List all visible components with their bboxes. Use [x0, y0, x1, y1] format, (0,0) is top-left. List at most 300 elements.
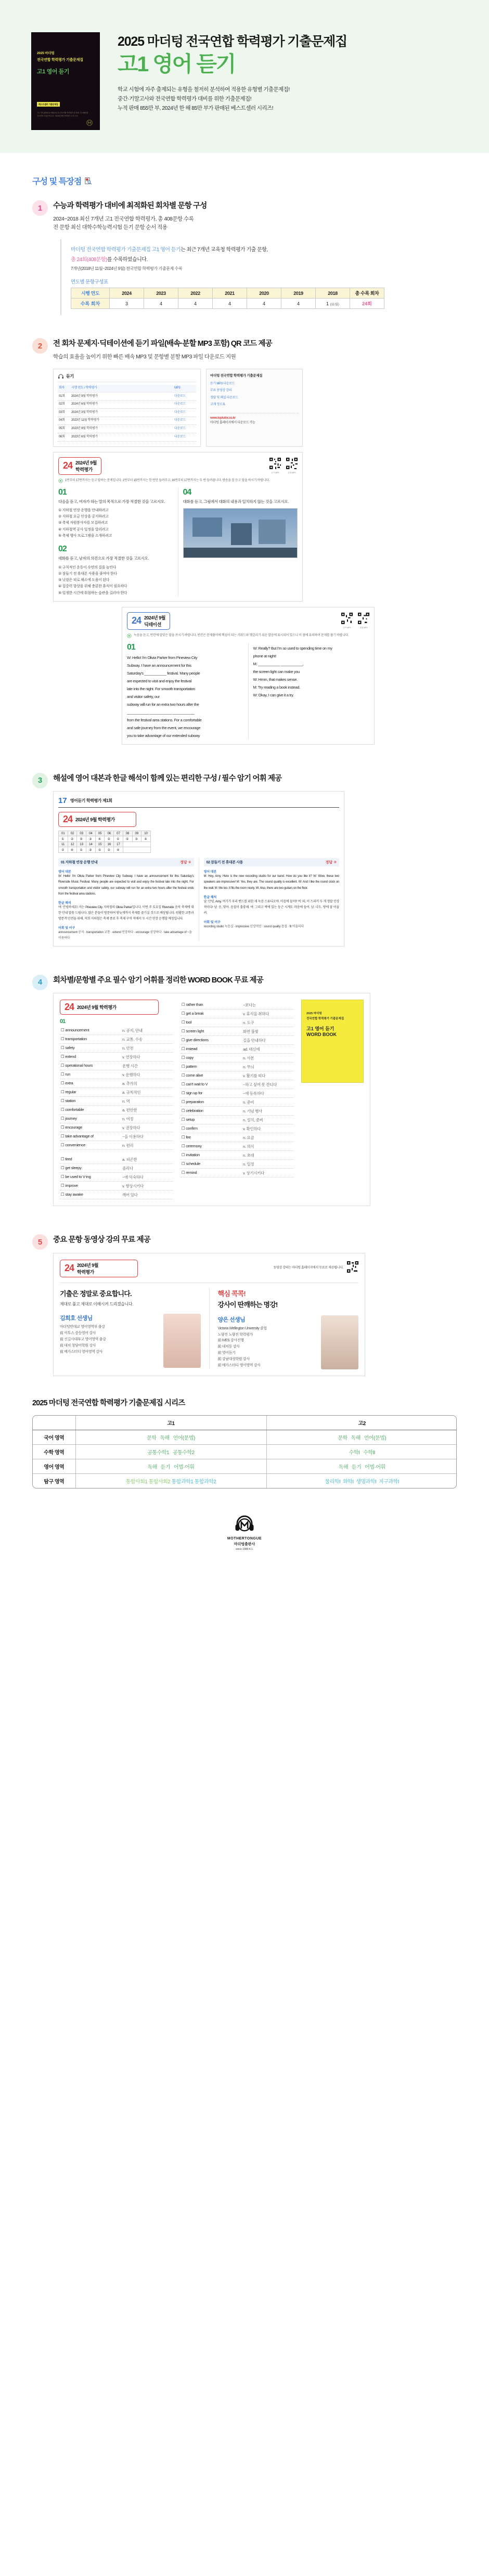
cover-badge: 베스트셀러 기출문제집 [37, 102, 60, 107]
count-cell: 4 [281, 299, 316, 309]
question-text: 대화를 듣고, 그림에서 대화의 내용과 일치하지 않는 것을 고르시오. [183, 499, 289, 504]
info-line-2 [71, 255, 457, 265]
year-cell: 2024 [110, 288, 144, 299]
composition-section-title: 구성 및 특장점 [32, 177, 82, 186]
year-cell: 2023 [144, 288, 178, 299]
answer-value: ② [68, 836, 77, 842]
video-right-title-red: 핵심 콕콕! [217, 1289, 246, 1298]
answer-value: ② [59, 847, 68, 853]
answer-no: 13 [77, 842, 86, 847]
instructor-1-photo [163, 1314, 201, 1368]
series-row-label: 탐구 영역 [33, 1473, 75, 1488]
hero-description [118, 85, 347, 113]
bio-line: 前 강남대성학원 강사 [217, 1357, 250, 1362]
video-note: 동영상 강의는 마더텅 홈페이지에서 무료로 제공됩니다. [273, 1266, 343, 1270]
answer-no: 05 [95, 831, 105, 836]
answer-no: 03 [77, 831, 86, 836]
question-option[interactable]: ② 잠들기 전 휴대폰 사용을 줄여야 한다 [58, 572, 117, 576]
question-option[interactable]: ⑤ 일정한 시간에 취침하는 습관을 길러야 한다 [58, 591, 127, 595]
video-left-title: 기출은 정말로 중요합니다. [60, 1289, 132, 1298]
feature-title-5: 중요 문항 동영상 강의 무료 제공 [53, 1236, 150, 1245]
wb-tag-number: 24 [65, 1002, 74, 1013]
exam-instruction: 1번부터 17번까지는 듣고 답하는 문제입니다. 1번부터 15번까지는 한 번만 들려주고, 16번부터 17번까지는 두 번 들려줍니다. 방송을 잘 듣고 답을 하시기 바랍니다. [65, 478, 269, 482]
feature-number-5: 5 [32, 1234, 48, 1250]
logo-since: since 1999.4.1. [236, 1547, 253, 1551]
wordbook-entry: ☐ tired a. 피곤한 [60, 1155, 173, 1164]
wordbook-entry: ☐ schedule n. 일정 [181, 1160, 294, 1169]
korean-section-title: 한글 해석 [58, 901, 71, 905]
bio-line: 前 IVES 강사진행 [217, 1339, 244, 1343]
wordbook-entry: ☐ convenience n. 편리 [60, 1141, 173, 1150]
script-line: you to take advantage of our extended subway [127, 733, 200, 738]
feature-block-3 [32, 774, 457, 947]
mp3-list-item[interactable]: 02회 2024년 6월 학력평가 다운로드 [58, 401, 196, 409]
headphone-icon [58, 373, 64, 380]
script-line: W: Hmm, that makes sense. [253, 677, 298, 682]
script-line: M: Try reading a book instead. [253, 684, 300, 690]
series-cell: 독해 듣기 어법·어휘 [75, 1459, 266, 1473]
hero-banner [0, 0, 489, 153]
video-round-tag [60, 1260, 138, 1277]
bio-line: 前 메가스터디 영어영역 강사 [217, 1364, 261, 1368]
explanation-korean: 여: 안녕하세요! 저는 Pineview City 지하철의 Olivia Parker입니다. 이번 주 토요일 Riverside 음악 축제에 대한 안내 말씀 드립니다. 많은 분들이 방문하여 밤늦게까지 축제를 즐기실 것으로 예상됩니다. 원활한 교통과 방문객 안전을 위해, 저희 지하철은 축제 종료 후 축제 구역 역에서 두 시간 연장 운행할 예정입니다. [58, 905, 194, 921]
wb-tag-label: 2024년 9월 학력평가 [77, 1005, 117, 1011]
wordbook-entry: ☐ announcement n. 공지, 안내 [60, 1026, 173, 1035]
wordbook-entry: ☐ take advantage of ~을 이용하다 [60, 1132, 173, 1141]
wordbook-cover-image [301, 1000, 364, 1083]
exam-round-tag [58, 457, 101, 475]
wb-cover-line: 고1 영어 듣기 [306, 1026, 334, 1031]
explanation-answer: 정답 ② [325, 861, 337, 865]
table-row [59, 836, 151, 842]
bio-line: 마더텅민대교 영어영역부 출강 [60, 1325, 105, 1329]
qr-label: 듣기 MP3 [343, 626, 351, 629]
wordbook-entry: ☐ pattern n. 무늬 [181, 1063, 294, 1071]
script-line: late into the night. For smooth transportation [127, 686, 196, 691]
wordbook-entry: ☐ be used to V-ing ~에 익숙하다 [60, 1173, 173, 1182]
answer-no: 01 [59, 831, 68, 836]
year-cell: 2019 [281, 288, 316, 299]
wordbook-entry: ☐ stay awake 깨어 있다 [60, 1190, 173, 1199]
question-option[interactable]: ③ 낮잠은 피로 해소에 도움이 된다 [58, 578, 110, 582]
wordbook-entry: ☐ comfortable a. 편안한 [60, 1106, 173, 1115]
feature-block-2 [32, 339, 457, 745]
page-title: 2025 마더텅 전국연합 학력평가 기출문제집 [118, 34, 347, 49]
wordbook-entry: ☐ preparation n. 준비 [181, 1098, 294, 1107]
series-table-wrapper [32, 1415, 457, 1488]
total-value: 24회 [350, 299, 384, 309]
video-tag-number: 24 [65, 1263, 74, 1274]
question-number: 02 [58, 545, 67, 554]
wordbook-entry: ☐ instead ad. 대신에 [181, 1045, 294, 1054]
explanation-korean: 남: 안녕, Amy. 여기가 우리 밴드를 위한 새 녹음 스튜디오야. 마음에 들어? 여: 와, 이 스피커 두 개 정말 인상적이다! 남: 응, 맞아. 음질이 훌륭해. 여: 그리고 벽에 있는 둥근 시계도 마음에 들어. 남: 나도. 방에 잘 어울려. [203, 900, 339, 915]
info-line-1 [71, 245, 457, 255]
table-row [59, 847, 151, 853]
video-left-sub: 제대로 풀고 제대로 이해시켜 드리겠습니다. [60, 1301, 134, 1306]
table-row [59, 842, 151, 847]
table-row [33, 1430, 457, 1444]
question-option[interactable]: ① 규칙적인 운동이 수면의 질을 높인다 [58, 565, 117, 569]
wordbook-entry: ☐ extra a. 추가의 [60, 1079, 173, 1088]
mp3-col-no: 회차 [59, 386, 65, 390]
question-number: 01 [58, 487, 67, 497]
qr-code-dictation-mp3[interactable] [341, 613, 353, 629]
question-option[interactable]: ④ 지하철역 공사 일정을 알리려고 [58, 527, 109, 532]
document-magnifier-icon [84, 177, 92, 185]
wb-cover-line: 전국연합 학력평가 기출문제집 [306, 1017, 344, 1021]
question-option[interactable]: ③ 축제 자원봉사자를 모집하려고 [58, 521, 108, 525]
count-cell: 4 [213, 299, 247, 309]
site-panel-title: 마더텅 전국연합 학력평가 기출문제집 [210, 373, 263, 378]
mp3-download-preview [53, 369, 201, 447]
question-option[interactable]: ⑤ 축제 행사 프로그램을 소개하려고 [58, 534, 112, 538]
mp3-list-item[interactable]: 04회 2023년 11월 학력평가 다운로드 [58, 417, 196, 425]
feature-number-1: 1 [32, 200, 48, 216]
round-label: 영어듣기 학력평가 제1회 [70, 798, 112, 804]
script-line: the screen light can make you [253, 669, 300, 674]
vocab-section-title: 어휘 및 어구 [58, 926, 75, 930]
answer-no: 08 [123, 831, 132, 836]
wb-cover-line: 2025 마더텅 [306, 1012, 322, 1016]
explanation-script: M: Hey, Amy. Here is the new recording studio for our band. How do you like it? W: Wow, these two speakers are impressive! M: Yes, they are. The sound quality is excellent. W: And I like the round clock on the wall. M: Me too. It fits the room nicely. W: Also, there are two guitars on the floor. [203, 875, 339, 890]
dictation-script-right [253, 644, 370, 699]
wordbook-entry: ☐ rather than ~보다는 [181, 1001, 294, 1009]
wordbook-left-column [60, 1026, 173, 1199]
answer-no: 10 [141, 831, 151, 836]
year-cell: 2018 [316, 288, 350, 299]
vocab-line: recording studio 녹음실 · impressive 인상적인 · sound quality 음질 · fit 어울리다 [203, 925, 304, 928]
wordbook-entry: ☐ celebration n. 기념 행사 [181, 1107, 294, 1116]
qr-code-mp3[interactable] [269, 458, 281, 474]
answer-value: ④ [141, 836, 151, 842]
dictation-preview [122, 607, 375, 745]
video-right-title [218, 1288, 359, 1298]
cover-line-1: 2025 마더텅 [37, 51, 55, 55]
year-table-caption: 연도별 문항구성표 [71, 279, 108, 286]
series-row-label: 영어 영역 [33, 1459, 75, 1473]
question-text: 대화를 듣고, 남자의 의견으로 가장 적절한 것을 고르시오. [58, 556, 149, 561]
script-line: are expected to visit and enjoy the festival [127, 678, 191, 683]
exam-tag-label: 2024년 9월 학력평가 [75, 460, 97, 472]
feature-block-1 [32, 201, 457, 315]
explanation-script: W: Hello! I'm Olivia Parker from Pineview City Subway. I have an announcement for this Saturday's Riverside Music Festival. Many people are expected to visit and enjoy the festival late into the night. For smooth transportation and visitor safety, our subway will run for an extra two hours after the festival ends from the festival area stations. [58, 875, 194, 896]
answer-value: ② [105, 847, 114, 853]
answer-value: ② [105, 836, 114, 842]
hero-desc-line: 중간·기말고사와 전국연합 학력평가 대비를 위한 기출문제집! [118, 96, 251, 102]
logo-name: MOTHERTONGUE [227, 1536, 262, 1541]
cover-fineprint: 고1 기말 (2015.11~2024.9) 고1 전국연합 학력평가 총 24회, 총 408문항 전국연합 기출문제 수록 · 2024년 9월 학력평가 수록 수록 [37, 112, 88, 118]
series-cell: 문학 독해 언어(문법) [75, 1430, 266, 1444]
feature-1-info-box [60, 239, 457, 315]
wordbook-entry: ☐ safety n. 안전 [60, 1044, 173, 1053]
answer-no: 07 [114, 831, 123, 836]
answer-value: ④ [68, 847, 77, 853]
wordbook-round-tag [60, 1000, 159, 1015]
vocab-section-title: 어휘 및 어구 [203, 921, 221, 924]
wordbook-entry: ☐ copy n. 사본 [181, 1054, 294, 1063]
series-row-label: 수학 영역 [33, 1444, 75, 1459]
composition-section-header [32, 153, 457, 187]
feature-number-3: 3 [32, 773, 48, 788]
info-line-1-rest: 는 최근 7개년 교육청 학력평가 기출 문항, [181, 247, 268, 253]
count-cell: 4 [144, 299, 178, 309]
dictation-script-left [127, 654, 243, 740]
script-line: ___________ ___________ ___________ [127, 709, 195, 715]
year-cell: 2022 [178, 288, 213, 299]
exam-tag-number: 24 [63, 460, 73, 471]
qr-label: 분할 MP3 [359, 626, 368, 629]
script-line: M: ___________ ___________, [253, 661, 304, 666]
site-url[interactable]: www.toptutor.co.kr [210, 416, 236, 420]
answer-value: ④ [95, 836, 105, 842]
wordbook-entry: ☐ extend v. 연장하다 [60, 1053, 173, 1062]
bio-line: 前 대치동 강사 [217, 1345, 240, 1349]
question-illustration [183, 508, 298, 558]
logo-korean-name: 마더텅출판사 [234, 1542, 255, 1546]
count-cell-last: 1 (11월) [316, 299, 350, 309]
speaker-icon [58, 478, 63, 483]
answer-value: ③ [86, 847, 96, 853]
series-row-label: 국어 영역 [33, 1430, 75, 1444]
answer-no: 15 [95, 842, 105, 847]
table-row [33, 1473, 457, 1488]
round-number: 17 [58, 796, 67, 806]
exp-tag-number: 24 [63, 814, 73, 825]
table-row [59, 831, 151, 836]
qr-label: 분할 MP3 [288, 471, 296, 474]
question-option[interactable]: ④ 집중력 향상을 위해 충분한 휴식이 필요하다 [58, 585, 127, 589]
explanation-round-tag [58, 812, 136, 827]
feature-desc-line: 전 문항 최신 대학수학능력시험 듣기 문항 순서 적용 [53, 224, 168, 231]
wordbook-entry: ☐ operational hours 운행 시간 [60, 1062, 173, 1070]
wordbook-entry: ☐ tool n. 도구 [181, 1018, 294, 1027]
dictation-question-number: 01 [127, 642, 135, 652]
answer-key-table [58, 831, 151, 853]
feature-title-4: 회차별/문항별 주요 필수 암기 어휘를 정리한 WORD BOOK 무료 제공 [53, 976, 263, 985]
script-line: Subway. I have an announcement for this [127, 663, 191, 668]
mothertongue-logo-icon [234, 1513, 255, 1535]
year-cell: 2021 [213, 288, 247, 299]
wordbook-question-number: 01 [60, 1018, 66, 1025]
script-line: and safe journey from the event, we encourage [127, 725, 201, 730]
total-header: 총 수록 회차 [350, 288, 384, 299]
feature-desc-1 [53, 215, 457, 232]
series-col-g2: 고2 [266, 1416, 457, 1430]
instructor-1-name: 김희호 선생님 [60, 1315, 93, 1322]
hero-desc-line: 누적 판매 855만 부, 2024년 한 해 85만 부가 판매된 베스트셀러 시리즈! [118, 105, 274, 112]
answer-value: ④ [114, 847, 123, 853]
script-line: from the festival area stations. For a comfortable [127, 717, 202, 722]
wordbook-preview [53, 993, 370, 1206]
instructor-1-bio [60, 1324, 158, 1355]
qr-code-dictation-split[interactable] [358, 613, 369, 629]
book-cover-image [31, 32, 100, 130]
mp3-col-file: MP3 [174, 386, 181, 390]
script-line: W: Hello! I'm Olivia Parker from Pineview City [127, 655, 198, 660]
publisher-logo-block [32, 1488, 457, 1572]
website-panel-preview [206, 369, 303, 447]
script-line: phone at night! [253, 653, 276, 658]
year-composition-table [71, 288, 384, 309]
cover-line-2: 전국연합 학력평가 기출문제집 [37, 58, 83, 62]
series-cell: 독해 듣기 어법·어휘 [266, 1459, 457, 1473]
answer-value: ⑤ [123, 836, 132, 842]
series-table [33, 1416, 457, 1488]
wordbook-entry: ☐ ceremony n. 의식 [181, 1142, 294, 1151]
wordbook-entry: ☐ station n. 역 [60, 1097, 173, 1106]
video-right-subtitle: 강사이 딴깨하는 명강! [217, 1300, 278, 1309]
series-col-g1: 고1 [75, 1416, 266, 1430]
explanation-answer: 정답 ① [180, 861, 191, 865]
script-section-title: 영어 대본 [203, 871, 217, 874]
wordbook-entry: ☐ remind v. 상기시키다 [181, 1169, 294, 1177]
series-section-title: 2025 마더텅 전국연합 학력평가 기출문제집 시리즈 [32, 1399, 185, 1407]
count-row-label: 수록 회차 [71, 299, 110, 309]
mp3-list-item[interactable]: 01회 2024년 9월 학력평가 다운로드 [58, 393, 196, 401]
page-subtitle: 고1 영어 듣기 [118, 51, 236, 76]
count-cell: 3 [110, 299, 144, 309]
korean-section-title: 한글 해석 [203, 896, 217, 899]
wordbook-spacer [60, 1150, 173, 1155]
feature-number-2: 2 [32, 338, 48, 354]
table-row [33, 1459, 457, 1473]
mp3-list-item[interactable]: 06회 2023년 6월 학력평가 다운로드 [58, 433, 196, 442]
wordbook-entry: ☐ encourage v. 권장하다 [60, 1123, 173, 1132]
bio-line: 노량진 노량진 학력평가 [217, 1332, 253, 1337]
site-menu-item[interactable]: 정답 및 해설 다운로드 [210, 396, 238, 399]
answer-no: 12 [68, 842, 77, 847]
bio-line: 前 이투스 중등영어 강사 [60, 1331, 96, 1336]
answer-value: ⑤ [95, 847, 105, 853]
exam-paper-preview [53, 452, 303, 602]
series-cell: 통합사회1 통합사회2 통합과학1 통합과학2 [75, 1473, 266, 1488]
feature-number-4: 4 [32, 975, 48, 990]
count-cell: 4 [178, 299, 213, 309]
video-tag-label: 2024년 9월 학력평가 [77, 1262, 98, 1275]
feature-block-4 [32, 976, 457, 1207]
wb-cover-line: WORD BOOK [306, 1031, 337, 1037]
qr-label: 듣기 MP3 [271, 471, 279, 474]
answer-no: 16 [105, 842, 114, 847]
script-line: W: Really? But I'm so used to spending time on my [253, 645, 332, 651]
year-row-label: 시행 연도 [71, 288, 110, 299]
series-cell: 수학Ⅰ 수학Ⅱ [266, 1444, 457, 1459]
site-menu-item[interactable]: 듣기 MP3 다운로드 [210, 382, 235, 385]
count-note: (11월) [330, 302, 339, 306]
script-section-title: 영어 대본 [58, 871, 71, 874]
bio-line: 前 대치 청담어학원 강사 [60, 1343, 96, 1348]
instructor-2-photo [321, 1315, 358, 1369]
wordbook-entry: ☐ journey n. 여정 [60, 1115, 173, 1123]
series-col-blank [33, 1416, 75, 1430]
answer-no: 02 [68, 831, 77, 836]
dictation-instruction: 녹음을 듣고, 빈칸에 알맞은 말을 쓰시기 바랍니다. 빈칸은 문제풀이에 핵심이 되는 키워드와 헷갈리기 쉬운 발음에 표시되어 있으니 이 점에 유의하며 문제를 풀기 바랍니다. [134, 633, 349, 637]
bio-line: 前 영어듣기 [217, 1351, 236, 1355]
year-cell: 2020 [247, 288, 281, 299]
feature-block-5 [32, 1235, 457, 1376]
question-option[interactable]: ② 지하철 요금 인상을 공지하려고 [58, 515, 109, 519]
wordbook-entry: ☐ can't wait to V ~하고 싶어 못 견디다 [181, 1080, 294, 1089]
script-line: subway will run for an extra two hours after the [127, 702, 199, 707]
table-row [33, 1416, 457, 1430]
bio-line: 前 신길사대부고 영어영역 출강 [60, 1338, 106, 1342]
wordbook-entry: ☐ confirm v. 확인하다 [181, 1124, 294, 1133]
script-line: Saturday's ___________ festival. Many people [127, 670, 200, 676]
site-menu-item[interactable]: 교재 정오표 [210, 403, 225, 407]
bio-line: 前 메가스터디 영어영역 강사 [60, 1350, 102, 1354]
wordbook-entry: ☐ sign up for ~에 등록하다 [181, 1089, 294, 1098]
video-lecture-preview [53, 1253, 365, 1376]
site-menu-item[interactable]: 무료 동영상 강의 [210, 389, 232, 393]
answer-value: ① [77, 847, 86, 853]
info-total-count: 총 24회(408문항) [71, 256, 107, 263]
info-note: 7개년(2018년 11월~2024년 9월) 전국연합 학력평가 기출문제 수록 [71, 266, 183, 271]
dictation-round-tag [127, 612, 170, 630]
wordbook-entry: ☐ improve v. 향상시키다 [60, 1182, 173, 1190]
answer-no: 04 [86, 831, 96, 836]
exp-tag-label: 2024년 9월 학력평가 [75, 817, 115, 823]
bio-line: Victoria Wellington University 졸업 [217, 1326, 267, 1330]
script-line: W: Okay, I can give it a try. [253, 692, 294, 697]
feature-title-2: 전 회차 문제지·딕테이션에 듣기 파일(배속·분할 MP3 포함) QR 코드 제공 [53, 340, 272, 348]
publisher-mark-icon [86, 119, 93, 126]
question-number: 04 [183, 487, 191, 497]
vocab-line: announcement 공지 · transportation 교통 · extend 연장하다 · encourage 권장하다 · take advantage of ~을 이용하다 [58, 930, 192, 940]
explanation-preview [53, 791, 344, 946]
wordbook-entry: ☐ get a break v. 휴식을 취하다 [181, 1009, 294, 1018]
answer-value: ① [59, 836, 68, 842]
answer-no: 11 [59, 842, 68, 847]
instructor-2-bio [218, 1326, 316, 1369]
explanation-title: 02 잠들기 전 휴대폰 사용 [206, 861, 243, 865]
answer-value: ③ [86, 836, 96, 842]
answer-value: ③ [132, 836, 141, 842]
question-option[interactable]: ① 지하철 연장 운행을 안내하려고 [58, 508, 109, 512]
info-line-2-rest: 를 수록하였습니다. [107, 256, 148, 263]
feature-title-3: 해설에 영어 대본과 한글 해석이 함께 있는 편리한 구성 / 필수 암기 어휘 제공 [53, 774, 282, 783]
instructor-2-name: 양은 선생님 [217, 1316, 246, 1323]
table-row [71, 288, 384, 299]
wordbook-right-column [181, 1000, 294, 1199]
mp3-col-title: 시행 연도 / 학력평가 [71, 386, 97, 390]
series-cell: 물리학Ⅰ 화학Ⅰ 생명과학Ⅰ 지구과학Ⅰ [325, 1479, 400, 1485]
series-cell: 공통수학1 공통수학2 [75, 1444, 266, 1459]
qr-code-video[interactable] [347, 1261, 358, 1275]
answer-no: 17 [114, 842, 123, 847]
answer-no: 14 [86, 842, 96, 847]
series-cell: 문학 독해 언어(문법) [266, 1430, 457, 1444]
dictation-tag-label: 2024년 9월 딕테이션 [144, 615, 165, 627]
feature-desc-line: 2024~2018 최신 7개년 고1 전국연합 학력평가, 총 408문항 수록 [53, 215, 194, 222]
wordbook-entry: ☐ fee n. 요금 [181, 1133, 294, 1142]
mp3-list-item[interactable]: 03회 2024년 3월 학력평가 다운로드 [58, 409, 196, 417]
answer-no: 09 [132, 831, 141, 836]
table-row [33, 1444, 457, 1459]
feature-title-1: 수능과 학력평가 대비에 최적화된 회차별 문항 구성 [53, 202, 207, 210]
explanation-title: 01 지하철 연장 운행 안내 [61, 861, 98, 865]
speaker-icon [127, 633, 132, 638]
count-cell: 4 [247, 299, 281, 309]
mp3-panel-title: 듣기 [66, 374, 74, 379]
wordbook-entry: ☐ transportation n. 교통, 수송 [60, 1035, 173, 1044]
wordbook-entry: ☐ come alive v. 활기를 띠다 [181, 1071, 294, 1080]
table-row [71, 299, 384, 309]
wordbook-entry: ☐ get sleepy 졸리다 [60, 1164, 173, 1173]
qr-code-split-mp3[interactable] [286, 458, 298, 474]
answer-value: ⑤ [77, 836, 86, 842]
wordbook-entry: ☐ run v. 운행하다 [60, 1070, 173, 1079]
mp3-list-item[interactable]: 05회 2023년 9월 학력평가 다운로드 [58, 425, 196, 433]
